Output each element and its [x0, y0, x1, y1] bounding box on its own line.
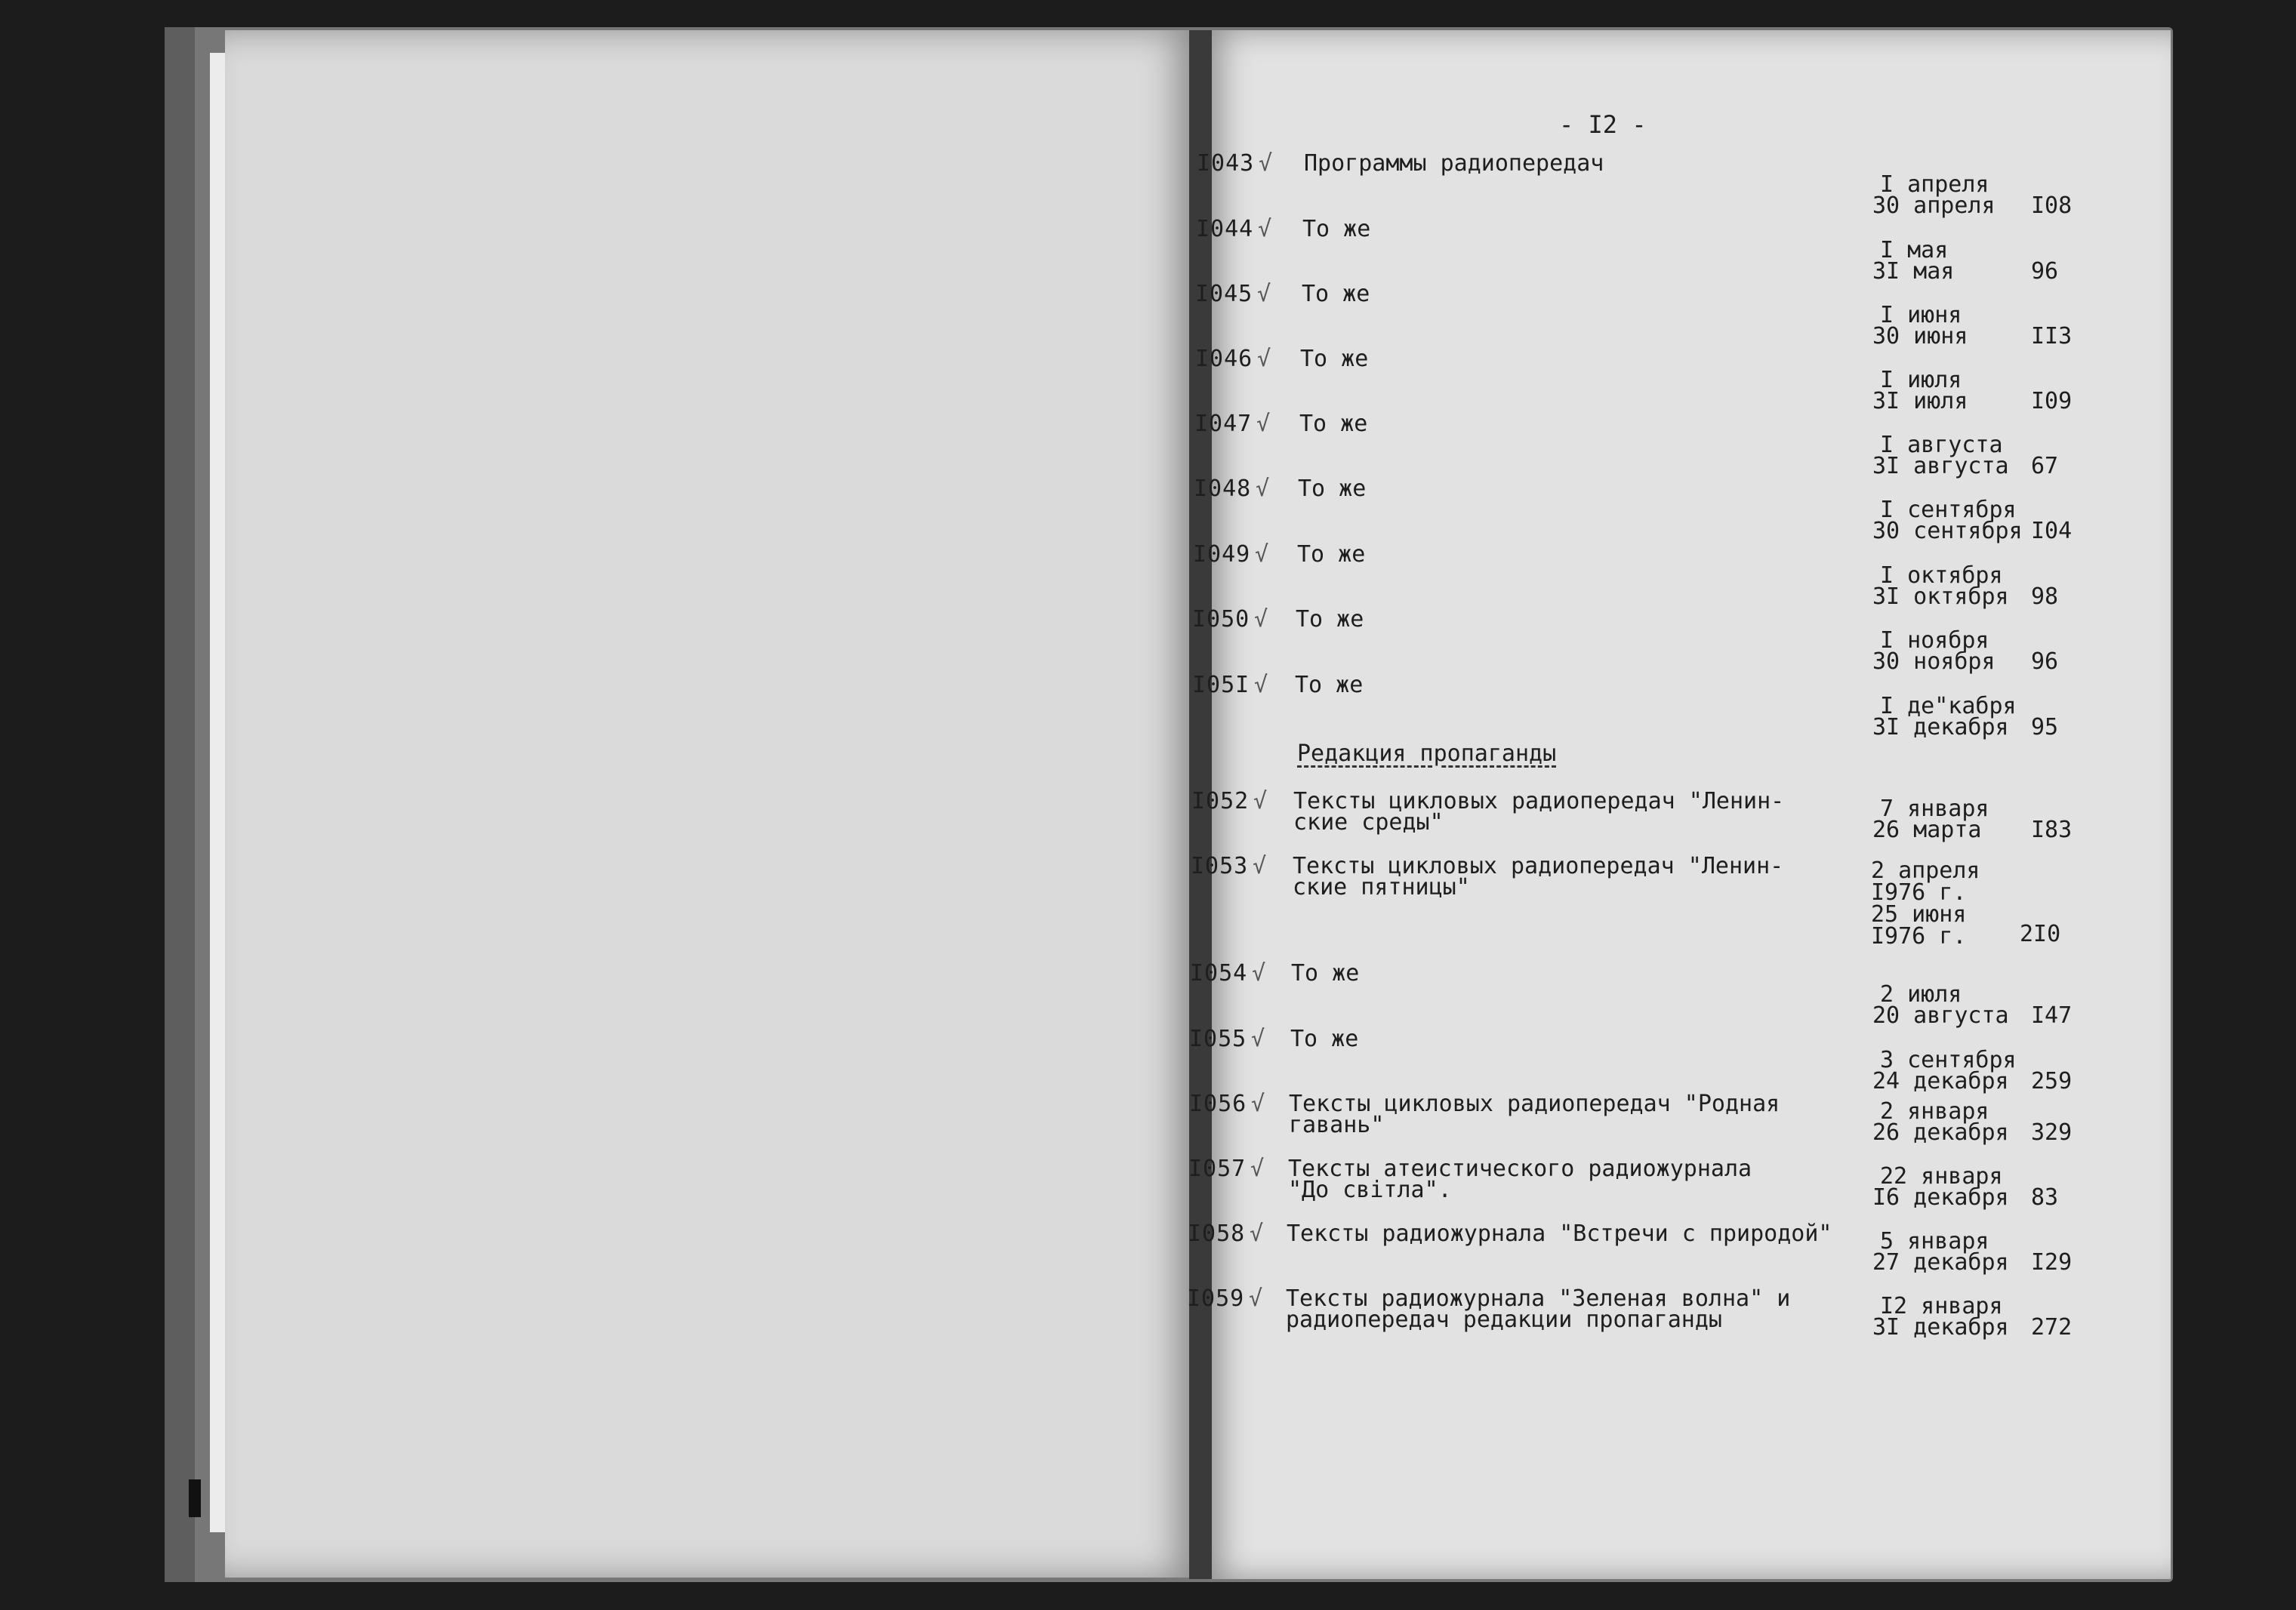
check-mark: √ — [1258, 216, 1272, 242]
entry-page-count: I08 — [2031, 192, 2073, 219]
entry-title-line: Тексты цикловых радиопередач "Ленин- — [1293, 853, 1784, 879]
entry-number: I052 — [1191, 788, 1250, 814]
entry-date-from: I апреля — [1880, 171, 1989, 198]
entry-date-from: 22 января — [1880, 1163, 2003, 1190]
check-mark: √ — [1255, 541, 1269, 568]
entry-number: I050 — [1192, 606, 1250, 633]
entry-date-to: 20 августа — [1872, 1002, 2009, 1029]
entry-number: I047 — [1194, 411, 1253, 437]
entry-date-line: 2 апреля — [1871, 857, 1980, 884]
entry-date-to: 30 сентября — [1872, 518, 2023, 544]
check-mark: √ — [1251, 1091, 1265, 1117]
entry-date-from: I июня — [1880, 302, 1962, 328]
entry-date-to: 27 декабря — [1872, 1249, 2009, 1276]
entry-date-to: 3I декабря — [1872, 714, 2009, 740]
entry-title-line: То же — [1300, 346, 1369, 372]
entry-title-line: ские среды" — [1293, 809, 1444, 836]
check-mark: √ — [1250, 1221, 1264, 1247]
entry-title-line: То же — [1296, 606, 1364, 633]
check-mark: √ — [1257, 346, 1271, 372]
left-page — [225, 30, 1199, 1578]
entry-date-to: 30 июня — [1872, 323, 1968, 349]
entry-date-to: 30 апреля — [1872, 192, 1996, 219]
entry-title-line: гавань" — [1289, 1112, 1385, 1138]
entry-page-count: II3 — [2031, 323, 2073, 349]
entry-number: I056 — [1189, 1091, 1247, 1117]
entry-date-to: 3I июля — [1872, 388, 1968, 414]
entry-title-line: Тексты цикловых радиопередач "Ленин- — [1293, 788, 1785, 814]
entry-title-line: ские пятницы" — [1293, 874, 1470, 900]
entry-title-line: То же — [1291, 960, 1360, 987]
entry-date-line: I976 г. — [1871, 923, 1967, 950]
entry-number: I05I — [1192, 672, 1250, 698]
entry-date-to: 3I декабря — [1872, 1314, 2009, 1341]
check-mark: √ — [1249, 1285, 1263, 1312]
entry-date-from: 7 января — [1880, 796, 1989, 822]
entry-date-line: 25 июня — [1871, 901, 1967, 928]
entry-date-to: 30 ноября — [1872, 648, 1996, 675]
entry-page-count: I83 — [2031, 817, 2073, 843]
section-heading: Редакция пропаганды — [1297, 740, 1557, 767]
entry-number: I054 — [1190, 960, 1248, 987]
entry-number: I059 — [1187, 1285, 1245, 1312]
entry-page-count: I47 — [2031, 1002, 2073, 1029]
entry-number: I043 — [1197, 150, 1255, 177]
entry-date-to: 26 марта — [1872, 817, 1982, 843]
entry-page-count: I29 — [2031, 1249, 2073, 1276]
entry-title-line: То же — [1290, 1026, 1359, 1052]
entry-number: I058 — [1188, 1221, 1246, 1247]
entry-date-from: 5 января — [1880, 1228, 1989, 1254]
check-mark: √ — [1256, 476, 1270, 502]
entry-number: I055 — [1189, 1026, 1247, 1052]
cover-spine-edge — [165, 27, 195, 1582]
entry-number: I045 — [1195, 281, 1253, 307]
entry-title-line: То же — [1298, 476, 1367, 502]
entry-page-count: 96 — [2031, 258, 2059, 285]
entry-date-from: 2 января — [1880, 1098, 1989, 1125]
entry-title-line: То же — [1302, 281, 1370, 307]
entry-page-count: 2I0 — [2020, 921, 2061, 947]
entry-date-from: 3 сентября — [1880, 1047, 2017, 1073]
check-mark: √ — [1250, 1156, 1265, 1182]
check-mark: √ — [1256, 411, 1271, 437]
entry-date-to: 3I октября — [1872, 583, 2009, 610]
check-mark: √ — [1251, 1026, 1265, 1052]
entry-number: I044 — [1196, 216, 1254, 242]
entry-page-count: 96 — [2031, 648, 2059, 675]
entry-title-line: Программы радиопередач — [1304, 150, 1604, 177]
check-mark: √ — [1254, 672, 1268, 698]
check-mark: √ — [1253, 853, 1267, 879]
entry-date-from: I июля — [1880, 367, 1962, 393]
entry-title-line: То же — [1302, 216, 1371, 242]
entry-date-from: I де"кабря — [1880, 693, 2017, 719]
check-mark: √ — [1253, 788, 1268, 814]
entry-title-line: Тексты атеистического радиожурнала — [1288, 1156, 1752, 1182]
check-mark: √ — [1254, 606, 1268, 633]
entry-number: I048 — [1194, 476, 1252, 502]
entry-title-line: То же — [1295, 672, 1364, 698]
entry-page-count: 259 — [2031, 1068, 2073, 1094]
entry-date-from: I ноября — [1880, 627, 1989, 654]
bookmark-tab — [189, 1479, 201, 1517]
entry-page-count: 329 — [2031, 1119, 2073, 1146]
entry-number: I057 — [1188, 1156, 1247, 1182]
entry-title-line: То же — [1297, 541, 1366, 568]
entry-title-line: То же — [1299, 411, 1368, 437]
entry-date-from: I2 января — [1880, 1293, 2003, 1319]
entry-number: I049 — [1193, 541, 1251, 568]
entry-date-from: I октября — [1880, 562, 2003, 589]
entry-date-to: 3I мая — [1872, 258, 1955, 285]
entry-date-from: I мая — [1880, 237, 1949, 263]
page-number: - I2 - — [1559, 110, 1647, 139]
entry-title-line: радиопередач редакции пропаганды — [1286, 1307, 1722, 1333]
check-mark: √ — [1257, 281, 1271, 307]
entry-date-from: I сентября — [1880, 497, 2017, 523]
check-mark: √ — [1252, 960, 1266, 987]
entry-page-count: I09 — [2031, 388, 2073, 414]
entry-date-to: I6 декабря — [1872, 1184, 2009, 1211]
entry-date-from: I августа — [1880, 432, 2003, 458]
entry-title-line: "До світла". — [1288, 1177, 1452, 1203]
entry-page-count: 98 — [2031, 583, 2059, 610]
entry-date-line: I976 г. — [1871, 879, 1967, 906]
entry-page-count: 83 — [2031, 1184, 2059, 1211]
entry-date-from: 2 июля — [1880, 981, 1962, 1008]
check-mark: √ — [1259, 150, 1273, 177]
entry-page-count: 272 — [2031, 1314, 2073, 1341]
entry-title-line: Тексты радиожурнала "Встречи с природой" — [1287, 1221, 1832, 1247]
entry-number: I053 — [1191, 853, 1249, 879]
entry-number: I046 — [1195, 346, 1253, 372]
entry-title-line: Тексты цикловых радиопередач "Родная — [1289, 1091, 1780, 1117]
entry-title-line: Тексты радиожурнала "Зеленая волна" и — [1286, 1285, 1791, 1312]
entry-page-count: 67 — [2031, 453, 2059, 479]
entry-date-to: 24 декабря — [1872, 1068, 2009, 1094]
entry-date-to: 26 декабря — [1872, 1119, 2009, 1146]
entry-page-count: 95 — [2031, 714, 2059, 740]
entry-date-to: 3I августа — [1872, 453, 2009, 479]
entry-page-count: I04 — [2031, 518, 2073, 544]
